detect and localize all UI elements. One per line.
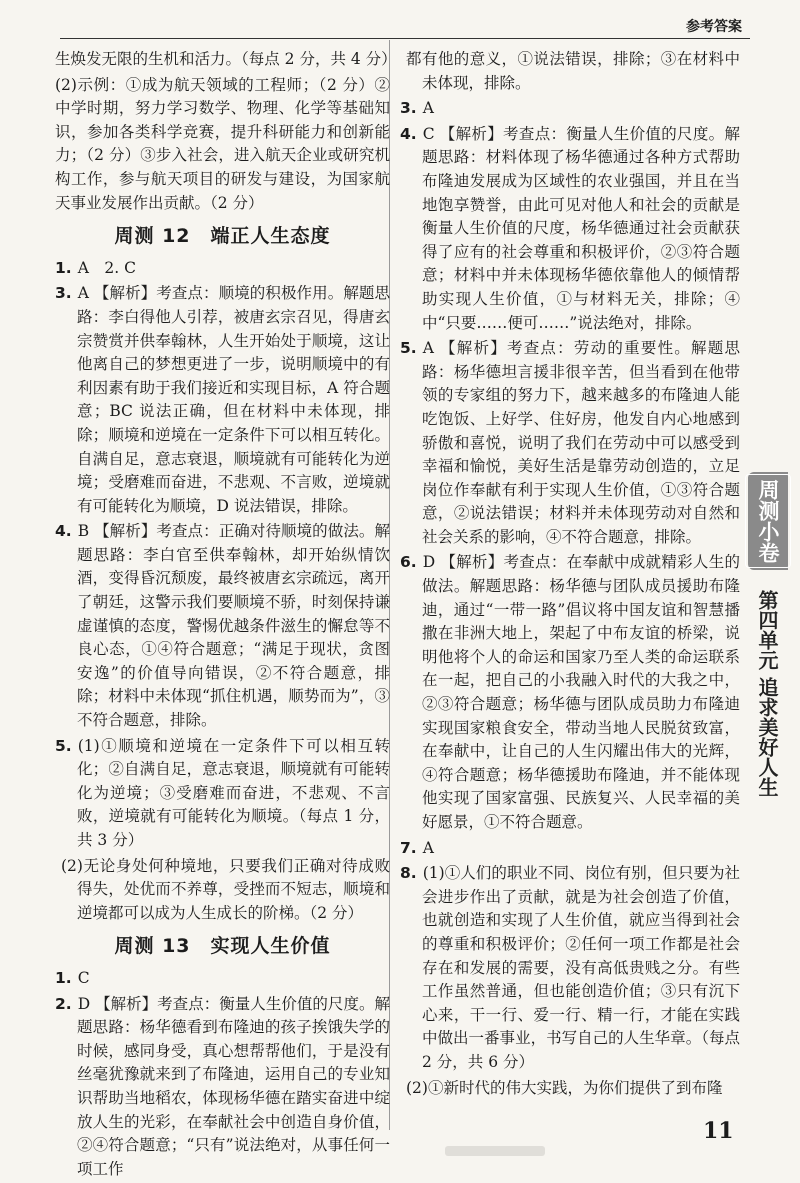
answer-item [400, 337, 740, 549]
answer-text: D 【解析】考查点：衡量人生价值的尺度。解题思路：杨华德看到布隆迪的孩子挨饿失学的时候，感同身受，真心想帮帮他们，于是没有丝毫犹豫就来到了布隆迪，运用自己的专业知识帮助当地稻农，体现杨华德在踏实奋进中绽放人生的光彩，在奉献社会中创造自身价值，②④符合题意；“只有”说法绝对，从事任何一项工作 [77, 994, 390, 1178]
answer-text: B 【解析】考查点：正确对待顺境的做法。解题思路：李白官至供奉翰林，却开始纵情饮酒，变得昏沉颓废，最终被唐玄宗疏远，离开了朝廷，这警示我们要顺境不骄，时刻保持谦虚谨慎的态度，警惕优越条件滋生的懈怠等不良心态，①④符合题意；“满足于现状，贪图安逸”的价值导向错误，②不符合题意，排除；材料中未体现“抓住机遇，顺势而为”，③不符合题意，排除。 [77, 522, 390, 730]
answer-item [55, 993, 390, 1182]
answer-text: (2)无论身处何种境地，只要我们正确对待成败得失，处优而不养尊，受挫而不短志，顺境和逆境都可以成为人生成长的阶梯。（2 分） [61, 856, 390, 922]
answer-item [55, 855, 390, 926]
answer-text: (1)①顺境和逆境在一定条件下可以相互转化；②自满自足，意志衰退，顺境就有可能转化为逆境；③受磨难而奋进，不悲观、不言败，逆境就有可能转化为顺境。（每点 1 分，共 3 分） [77, 736, 390, 849]
answer-text: A 【解析】考查点：顺境的积极作用。解题思路：李白得他人引荐，被唐玄宗召见，得唐玄宗赞赏并供奉翰林，人生开始处于顺境，这让他离自己的梦想更进了一步，说明顺境中的有利因素有助于我们接近和实现目标，A 符合题意；BC 说法正确，但在材料中未体现，排除；顺境和逆境在一定条件下可以相互转化。自满自足，意志衰退，顺境就有可能转化为逆境；受磨难而奋进，不悲观、不言败，逆境就有可能转化为顺境，D 说法错误，排除。 [77, 284, 390, 515]
section-title-13: 周测 13 实现人生价值 [114, 935, 331, 958]
answer-item [55, 967, 390, 991]
answer-number: 1. [55, 258, 72, 277]
page-number: 11 [703, 1118, 734, 1144]
answer-item [400, 837, 740, 861]
answer-text: (2)①新时代的伟大实践，为你们提供了到布隆 [406, 1078, 723, 1097]
answer-text: C 【解析】考查点：衡量人生价值的尺度。解题思路：材料体现了杨华德通过各种方式帮助布隆迪发展成为区域性的农业强国，并且在当地饱享赞誉，由此可见对他人和社会的贡献是衡量人生价值的尺度，杨华德通过社会贡献获得了应有的社会尊重和积极评价，②③符合题意；材料中并未体现杨华德依靠他人的倾情帮助实现人生价值，①与材料无关，排除；④中“只要……便可……”说法绝对，排除。 [422, 124, 740, 332]
answer-number: 4. [400, 124, 417, 143]
answer-number: 3. [400, 99, 417, 118]
side-tab [748, 472, 788, 570]
right-column [400, 48, 740, 1102]
side-unit-label: 第四单元 追求美好人生 [755, 590, 779, 797]
answer-text: A 【解析】考查点：劳动的重要性。解题思路：杨华德坦言援非很辛苦，但当看到在他带领的专家组的努力下，越来越多的布隆迪人能吃饱饭、上好学、住好房，他发自内心地感到骄傲和喜悦，说明了我们在劳动中可以感受到幸福和愉悦，美好生活是靠劳动创造的，立足岗位作奉献有利于实现人生价值，①③符合题意，②说法错误；材料并未体现劳动对自然和社会关系的影响，④不符合题意，排除。 [422, 339, 740, 546]
answer-number: 1. [55, 968, 72, 987]
answer-item [55, 735, 390, 853]
answer-text: A [422, 838, 434, 857]
answer-item [55, 520, 390, 732]
answer-item [55, 257, 390, 281]
answer-item [55, 282, 390, 518]
side-tab-label: 周测小卷 [745, 474, 791, 568]
answer-number: 5. [400, 339, 417, 358]
answer-item [400, 1077, 740, 1101]
answer-text: A 2. C [77, 258, 136, 277]
answer-number: 5. [55, 736, 72, 755]
header-title: 参考答案 [686, 19, 742, 35]
intro-line-2: (2)示例：①成为航天领域的工程师；（2 分）②中学时期，努力学习数学、物理、化学等基础知识，参加各类科学竞赛，提升科研能力和创新能力；（2 分）③步入社会，进入航天企业或研究机构工作，参与航天项目的研发与建设，为国家航天事业发展作出贡献。（2 分） [55, 75, 390, 212]
section-title-12: 周测 12 端正人生态度 [114, 225, 331, 248]
answer-number: 2. [55, 994, 72, 1013]
intro-line-1: 生焕发无限的生机和活力。（每点 2 分，共 4 分） [55, 50, 397, 68]
answer-item [400, 551, 740, 834]
answer-text: C [77, 968, 90, 987]
answer-text: D 【解析】考查点：在奉献中成就精彩人生的做法。解题思路：杨华德与团队成员援助布隆迪，通过“一带一路”倡议将中国友谊和智慧播撒在非洲大地上，架起了中布友谊的桥梁，说明他将个人的命运和国家乃至人类的命运联系在一起，把自己的小我融入时代的大我之中，②③符合题意；杨华德与团队成员助力布隆迪实现国家粮食安全，带动当地人民脱贫致富，在奉献中，让自己的人生闪耀出伟大的光辉，④符合题意；杨华德援助布隆迪，并不能体现他实现了国家富强、民族复兴、人民幸福的美好愿景，①不符合题意。 [422, 553, 740, 831]
answer-text: 都有他的意义，①说法错误，排除；③在材料中未体现，排除。 [406, 50, 740, 92]
left-column [55, 48, 397, 1183]
answer-number: 7. [400, 838, 417, 857]
answer-text: (1)①人们的职业不同、岗位有别，但只要为社会进步作出了贡献，就是为社会创造了价值，也就创造和实现了人生价值，就应当得到社会的尊重和积极评价；②任何一项工作都是社会存在和发展的需要，没有高低贵贱之分。有些工作虽然普通，但也能创造价值；③只有沉下心来，干一行、爱一行、精一行，才能在实践中做出一番事业，书写自己的人生华章。（每点 2 分，共 6 分） [422, 864, 740, 1071]
answer-item [400, 123, 740, 335]
answer-number: 3. [55, 284, 72, 303]
answer-item [400, 97, 740, 121]
answer-number: 8. [400, 864, 417, 883]
answer-number: 6. [400, 553, 417, 572]
answer-text: A [422, 99, 434, 118]
header [60, 10, 750, 39]
footer-mark [445, 1146, 545, 1156]
answer-number: 4. [55, 522, 72, 541]
answer-item [400, 48, 740, 95]
answer-item [400, 862, 740, 1074]
